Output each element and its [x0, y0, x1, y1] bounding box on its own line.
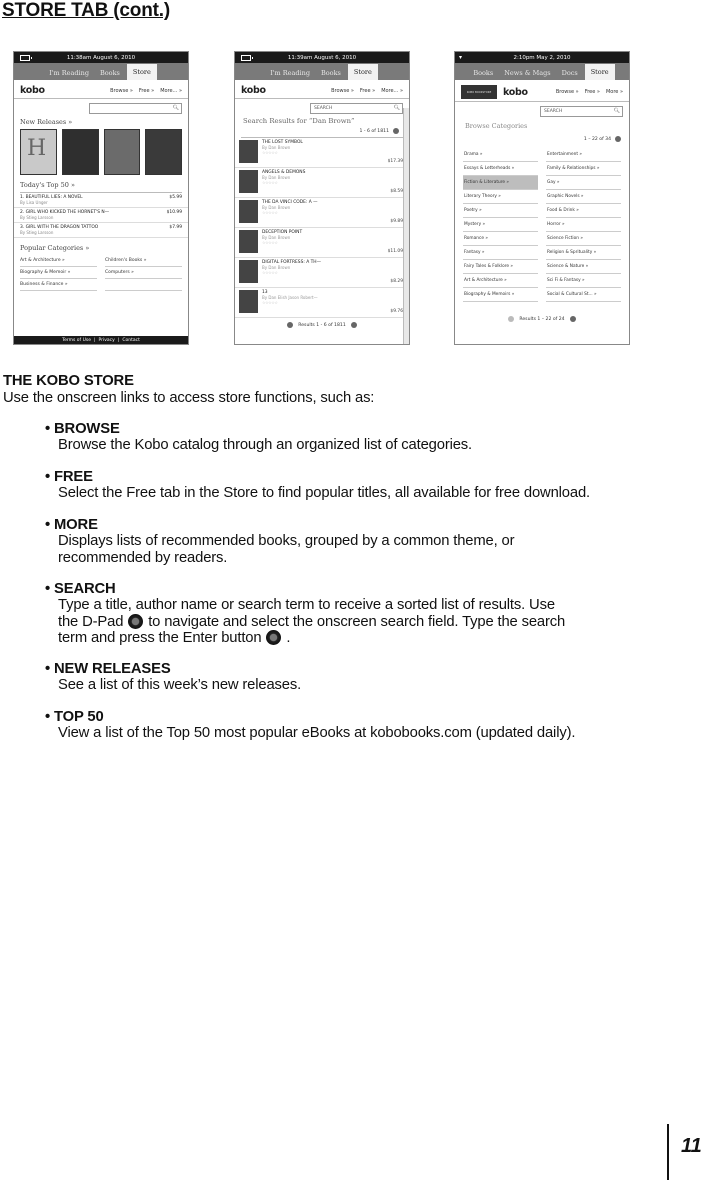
nav-browse[interactable]: Browse »: [110, 87, 133, 94]
contact-link[interactable]: Contact: [122, 337, 140, 343]
kobo-logo: kobo: [20, 85, 45, 96]
category-grid: [455, 148, 629, 302]
dpad-icon: [128, 614, 143, 629]
category-link[interactable]: Art & Architecture »: [20, 255, 97, 267]
rating-stars-icon: ☆☆☆☆☆: [262, 240, 278, 245]
category-link[interactable]: Biography & Memoir »: [20, 267, 97, 279]
status-bar: [14, 52, 188, 63]
rating-stars-icon: ☆☆☆☆☆: [262, 270, 278, 275]
bullet-text-part: to navigate and select the onscreen search field. Type the search: [148, 613, 566, 630]
bookstore-banner: KOBO BOOKSTORE: [461, 85, 497, 99]
category-link[interactable]: Business & Finance »: [20, 279, 97, 291]
bullet-text: Type a title, author name or search term to receive a sorted list of results. Use: [58, 597, 555, 614]
bullet-search: [45, 581, 565, 647]
category-link[interactable]: Food & Drink »: [546, 204, 621, 218]
bullet-heading-text: MORE: [54, 517, 98, 533]
bullet-text-part: the D-Pad: [58, 613, 124, 630]
book-author: By Dan Elish Jason Robert—: [262, 295, 318, 300]
results-pager: [245, 128, 399, 134]
bullet-text: Select the Free tab in the Store to find popular titles, all available for free download.: [58, 485, 590, 502]
book-author: By Stieg Larsson: [20, 230, 54, 235]
privacy-link[interactable]: Privacy: [98, 337, 115, 343]
results-heading: Search Results for “Dan Brown”: [243, 117, 355, 125]
browse-heading: Browse Categories: [465, 122, 528, 130]
store-header: [455, 80, 629, 102]
bullet-new-releases: [45, 661, 301, 694]
tab-news-mags[interactable]: News & Mags: [504, 69, 551, 77]
book-price: $9.76: [390, 309, 403, 314]
category-link[interactable]: Fantasy »: [463, 246, 538, 260]
nav-more[interactable]: More... »: [381, 87, 403, 94]
bullet-text: [45, 614, 565, 630]
section-intro: [3, 373, 374, 406]
book-title: DECEPTION POINT: [262, 230, 303, 235]
footer-separator: |: [117, 337, 120, 343]
bullet-text-part: term and press the Enter button: [58, 630, 262, 647]
top50-heading[interactable]: Today's Top 50 »: [20, 181, 75, 189]
book-cover[interactable]: [20, 129, 57, 175]
tab-store[interactable]: Store: [348, 64, 378, 80]
bullet-heading: • BROWSE: [45, 421, 120, 437]
bullet-heading: • FREE: [45, 469, 93, 485]
status-bar: [455, 52, 629, 63]
book-author: By Dan Brown: [262, 265, 291, 270]
tab-reading[interactable]: I'm Reading: [49, 69, 89, 77]
book-cover: [239, 230, 258, 253]
prev-page-icon[interactable]: [508, 316, 514, 322]
search-icon: 🔍︎: [172, 105, 179, 111]
book-title: ANGELS & DEMONS: [262, 170, 306, 175]
tab-store[interactable]: Store: [127, 64, 157, 80]
category-link[interactable]: Biography & Memoirs »: [463, 288, 538, 302]
category-link: [105, 279, 182, 291]
category-grid: [14, 255, 188, 291]
nav-browse[interactable]: Browse »: [331, 87, 354, 94]
category-link[interactable]: Literary Theory »: [463, 190, 538, 204]
category-link[interactable]: Sci Fi & Fantasy »: [546, 274, 621, 288]
tab-docs[interactable]: Docs: [561, 69, 578, 77]
bullet-browse: [45, 421, 472, 454]
bullet-heading: • SEARCH: [45, 581, 116, 597]
search-input[interactable]: [540, 106, 623, 117]
book-author: By Dan Brown: [262, 175, 291, 180]
book-title: 2. GIRL WHO KICKED THE HORNET'S N—: [20, 210, 110, 215]
search-icon: 🔍︎: [613, 108, 620, 114]
rating-stars-icon: ☆☆☆☆☆: [262, 150, 278, 155]
status-time: 11:38am August 6, 2010: [66, 54, 136, 61]
category-link[interactable]: Social & Cultural St... »: [546, 288, 621, 302]
next-page-icon[interactable]: [615, 136, 621, 142]
list-item[interactable]: [14, 223, 188, 238]
nav-free[interactable]: Free »: [584, 89, 600, 95]
screenshot-browse-categories: [454, 51, 630, 345]
book-title: THE LOST SYMBOL: [262, 140, 303, 145]
page-number-rule: [667, 1124, 669, 1180]
book-cover: [239, 200, 258, 223]
bullet-heading: • TOP 50: [45, 709, 104, 725]
bullet-text: View a list of the Top 50 most popular eBooks at kobobooks.com (updated daily).: [58, 725, 576, 742]
book-price: $9.89: [390, 219, 403, 224]
bullet-heading-text: BROWSE: [54, 421, 120, 437]
next-page-icon[interactable]: [393, 128, 399, 134]
book-title: DIGITAL FORTRESS: A TH—: [262, 260, 321, 265]
tab-bar: [235, 63, 409, 80]
store-nav: [331, 88, 403, 94]
list-item[interactable]: [14, 193, 188, 208]
list-item[interactable]: [14, 208, 188, 223]
tab-reading[interactable]: I'm Reading: [270, 69, 310, 77]
rating-stars-icon: ☆☆☆☆☆: [262, 300, 278, 305]
nav-free[interactable]: Free »: [359, 87, 376, 94]
tab-books[interactable]: Books: [473, 69, 494, 77]
book-author: By Dan Brown: [262, 145, 291, 150]
bullet-more: [45, 517, 514, 566]
bullet-heading: • NEW RELEASES: [45, 661, 171, 677]
category-link[interactable]: Graphic Novels »: [546, 190, 621, 204]
nav-free[interactable]: Free »: [138, 87, 155, 94]
count-label: 1 – 22 of 34: [583, 136, 611, 142]
nav-more[interactable]: More »: [605, 89, 623, 95]
popular-categories-heading[interactable]: Popular Categories »: [20, 244, 90, 252]
book-cover[interactable]: [104, 129, 141, 175]
bullet-text-part: .: [286, 630, 291, 647]
prev-page-icon[interactable]: [287, 322, 293, 328]
book-cover: [239, 260, 258, 283]
new-releases-heading[interactable]: New Releases »: [20, 118, 73, 126]
nav-more[interactable]: More... »: [160, 87, 182, 94]
category-link[interactable]: Drama »: [463, 148, 538, 162]
category-link[interactable]: Gay »: [546, 176, 621, 190]
bullet-text: See a list of this week’s new releases.: [58, 677, 302, 694]
search-input[interactable]: [89, 103, 182, 114]
page-title: STORE TAB (cont.): [2, 0, 170, 21]
book-title: THE DA VINCI CODE: A —: [262, 200, 318, 205]
list-item[interactable]: [235, 258, 409, 288]
list-item[interactable]: [235, 138, 409, 168]
kobo-logo: kobo: [503, 86, 528, 98]
search-icon: 🔍︎: [393, 105, 400, 111]
status-time: 2:10pm May 2, 2010: [513, 54, 571, 61]
book-author: By Dan Brown: [262, 205, 291, 210]
search-input[interactable]: [310, 103, 403, 114]
category-link[interactable]: Essays & Letterheads »: [463, 162, 538, 176]
tab-bar: [14, 63, 188, 80]
category-link[interactable]: Children's Books »: [105, 255, 182, 267]
category-link[interactable]: Science Fiction »: [546, 232, 621, 246]
battery-icon: [20, 55, 30, 61]
category-count: [463, 136, 621, 142]
bullet-text: Browse the Kobo catalog through an organized list of categories.: [58, 437, 473, 454]
book-cover: [239, 170, 258, 193]
book-price: $11.09: [387, 249, 403, 254]
category-link[interactable]: Entertainment »: [546, 148, 621, 162]
section-heading: THE KOBO STORE: [3, 373, 134, 389]
book-price: $8.29: [390, 279, 403, 284]
search-value: SEARCH: [314, 106, 333, 111]
rating-stars-icon: ☆☆☆☆☆: [262, 210, 278, 215]
bullet-heading-text: NEW RELEASES: [54, 661, 171, 677]
category-link[interactable]: Computers »: [105, 267, 182, 279]
store-header: [235, 80, 409, 99]
book-author: By Stieg Larsson: [20, 215, 54, 220]
screenshot-store-home: [13, 51, 189, 345]
kobo-logo: kobo: [241, 85, 266, 96]
book-price: $17.39: [387, 159, 403, 164]
book-cover: [239, 290, 258, 313]
next-page-icon[interactable]: [351, 322, 357, 328]
book-author: By Lisa Unger: [20, 200, 48, 205]
tab-books[interactable]: Books: [99, 69, 120, 77]
bullet-free: [45, 469, 590, 502]
scrollbar[interactable]: [403, 108, 409, 344]
tab-bar: [455, 63, 629, 80]
bullet-heading-text: TOP 50: [54, 709, 104, 725]
book-price: $5.99: [169, 195, 182, 200]
list-item[interactable]: [235, 198, 409, 228]
category-link[interactable]: Romance »: [463, 232, 538, 246]
status-time: 11:39am August 6, 2010: [287, 54, 357, 61]
battery-icon: [241, 55, 251, 61]
footer-separator: |: [93, 337, 96, 343]
book-price: $7.99: [169, 225, 182, 230]
bottom-pager: [455, 316, 629, 322]
bullet-top50: [45, 709, 575, 742]
list-item[interactable]: [235, 228, 409, 258]
status-bar: [235, 52, 409, 63]
nav-browse[interactable]: Browse »: [555, 89, 579, 95]
store-header: [14, 80, 188, 99]
pager-label: 1 - 6 of 1811: [359, 128, 389, 134]
store-footer: [14, 336, 188, 344]
book-title: 3. GIRL WITH THE DRAGON TATTOO: [20, 225, 99, 230]
new-release-covers: [14, 129, 188, 175]
page-number: 11: [681, 1135, 702, 1157]
next-page-icon[interactable]: [570, 316, 576, 322]
bullet-heading-text: FREE: [54, 469, 93, 485]
book-price: $8.59: [390, 189, 403, 194]
category-link[interactable]: Art & Architecture »: [463, 274, 538, 288]
category-link[interactable]: Horror »: [546, 218, 621, 232]
category-link-selected[interactable]: Fiction & Literature »: [463, 176, 538, 190]
bottom-pager-label: Results 1 – 22 of 24: [519, 316, 565, 322]
list-item[interactable]: [235, 168, 409, 198]
category-link[interactable]: Fairy Tales & Folklore »: [463, 260, 538, 274]
store-nav: [110, 88, 182, 94]
wifi-icon: ▾: [459, 54, 463, 61]
tab-store[interactable]: Store: [585, 64, 615, 80]
terms-link[interactable]: Terms of Use: [62, 337, 91, 343]
bullet-text: [45, 630, 565, 646]
book-cover[interactable]: [145, 129, 182, 175]
book-price: $10.99: [166, 210, 182, 215]
screenshot-search-results: [234, 51, 410, 345]
book-cover: [239, 140, 258, 163]
list-item[interactable]: [235, 288, 409, 318]
rating-stars-icon: ☆☆☆☆☆: [262, 180, 278, 185]
book-title: 13: [262, 290, 268, 295]
bottom-pager: [235, 322, 409, 328]
book-author: By Dan Brown: [262, 235, 291, 240]
bullet-text: Displays lists of recommended books, grouped by a common theme, or: [58, 533, 515, 550]
bullet-heading-text: SEARCH: [54, 581, 116, 597]
search-value: SEARCH: [544, 109, 563, 114]
section-intro-text: Use the onscreen links to access store functions, such as:: [3, 389, 375, 406]
category-link[interactable]: Religion & Sprituality »: [546, 246, 621, 260]
bottom-pager-label: Results 1 - 6 of 1811: [298, 322, 346, 328]
bullet-heading: • MORE: [45, 517, 98, 533]
category-link[interactable]: Poetry »: [463, 204, 538, 218]
category-link[interactable]: Mystery »: [463, 218, 538, 232]
category-link[interactable]: Family & Relationships »: [546, 162, 621, 176]
book-title: 1. BEAUTIFUL LIES: A NOVEL: [20, 195, 83, 200]
tab-books[interactable]: Books: [320, 69, 341, 77]
store-nav: [556, 89, 623, 95]
book-cover[interactable]: [62, 129, 99, 175]
bullet-text: recommended by readers.: [58, 549, 228, 566]
enter-button-icon: [266, 630, 281, 645]
category-link[interactable]: Science & Nature »: [546, 260, 621, 274]
